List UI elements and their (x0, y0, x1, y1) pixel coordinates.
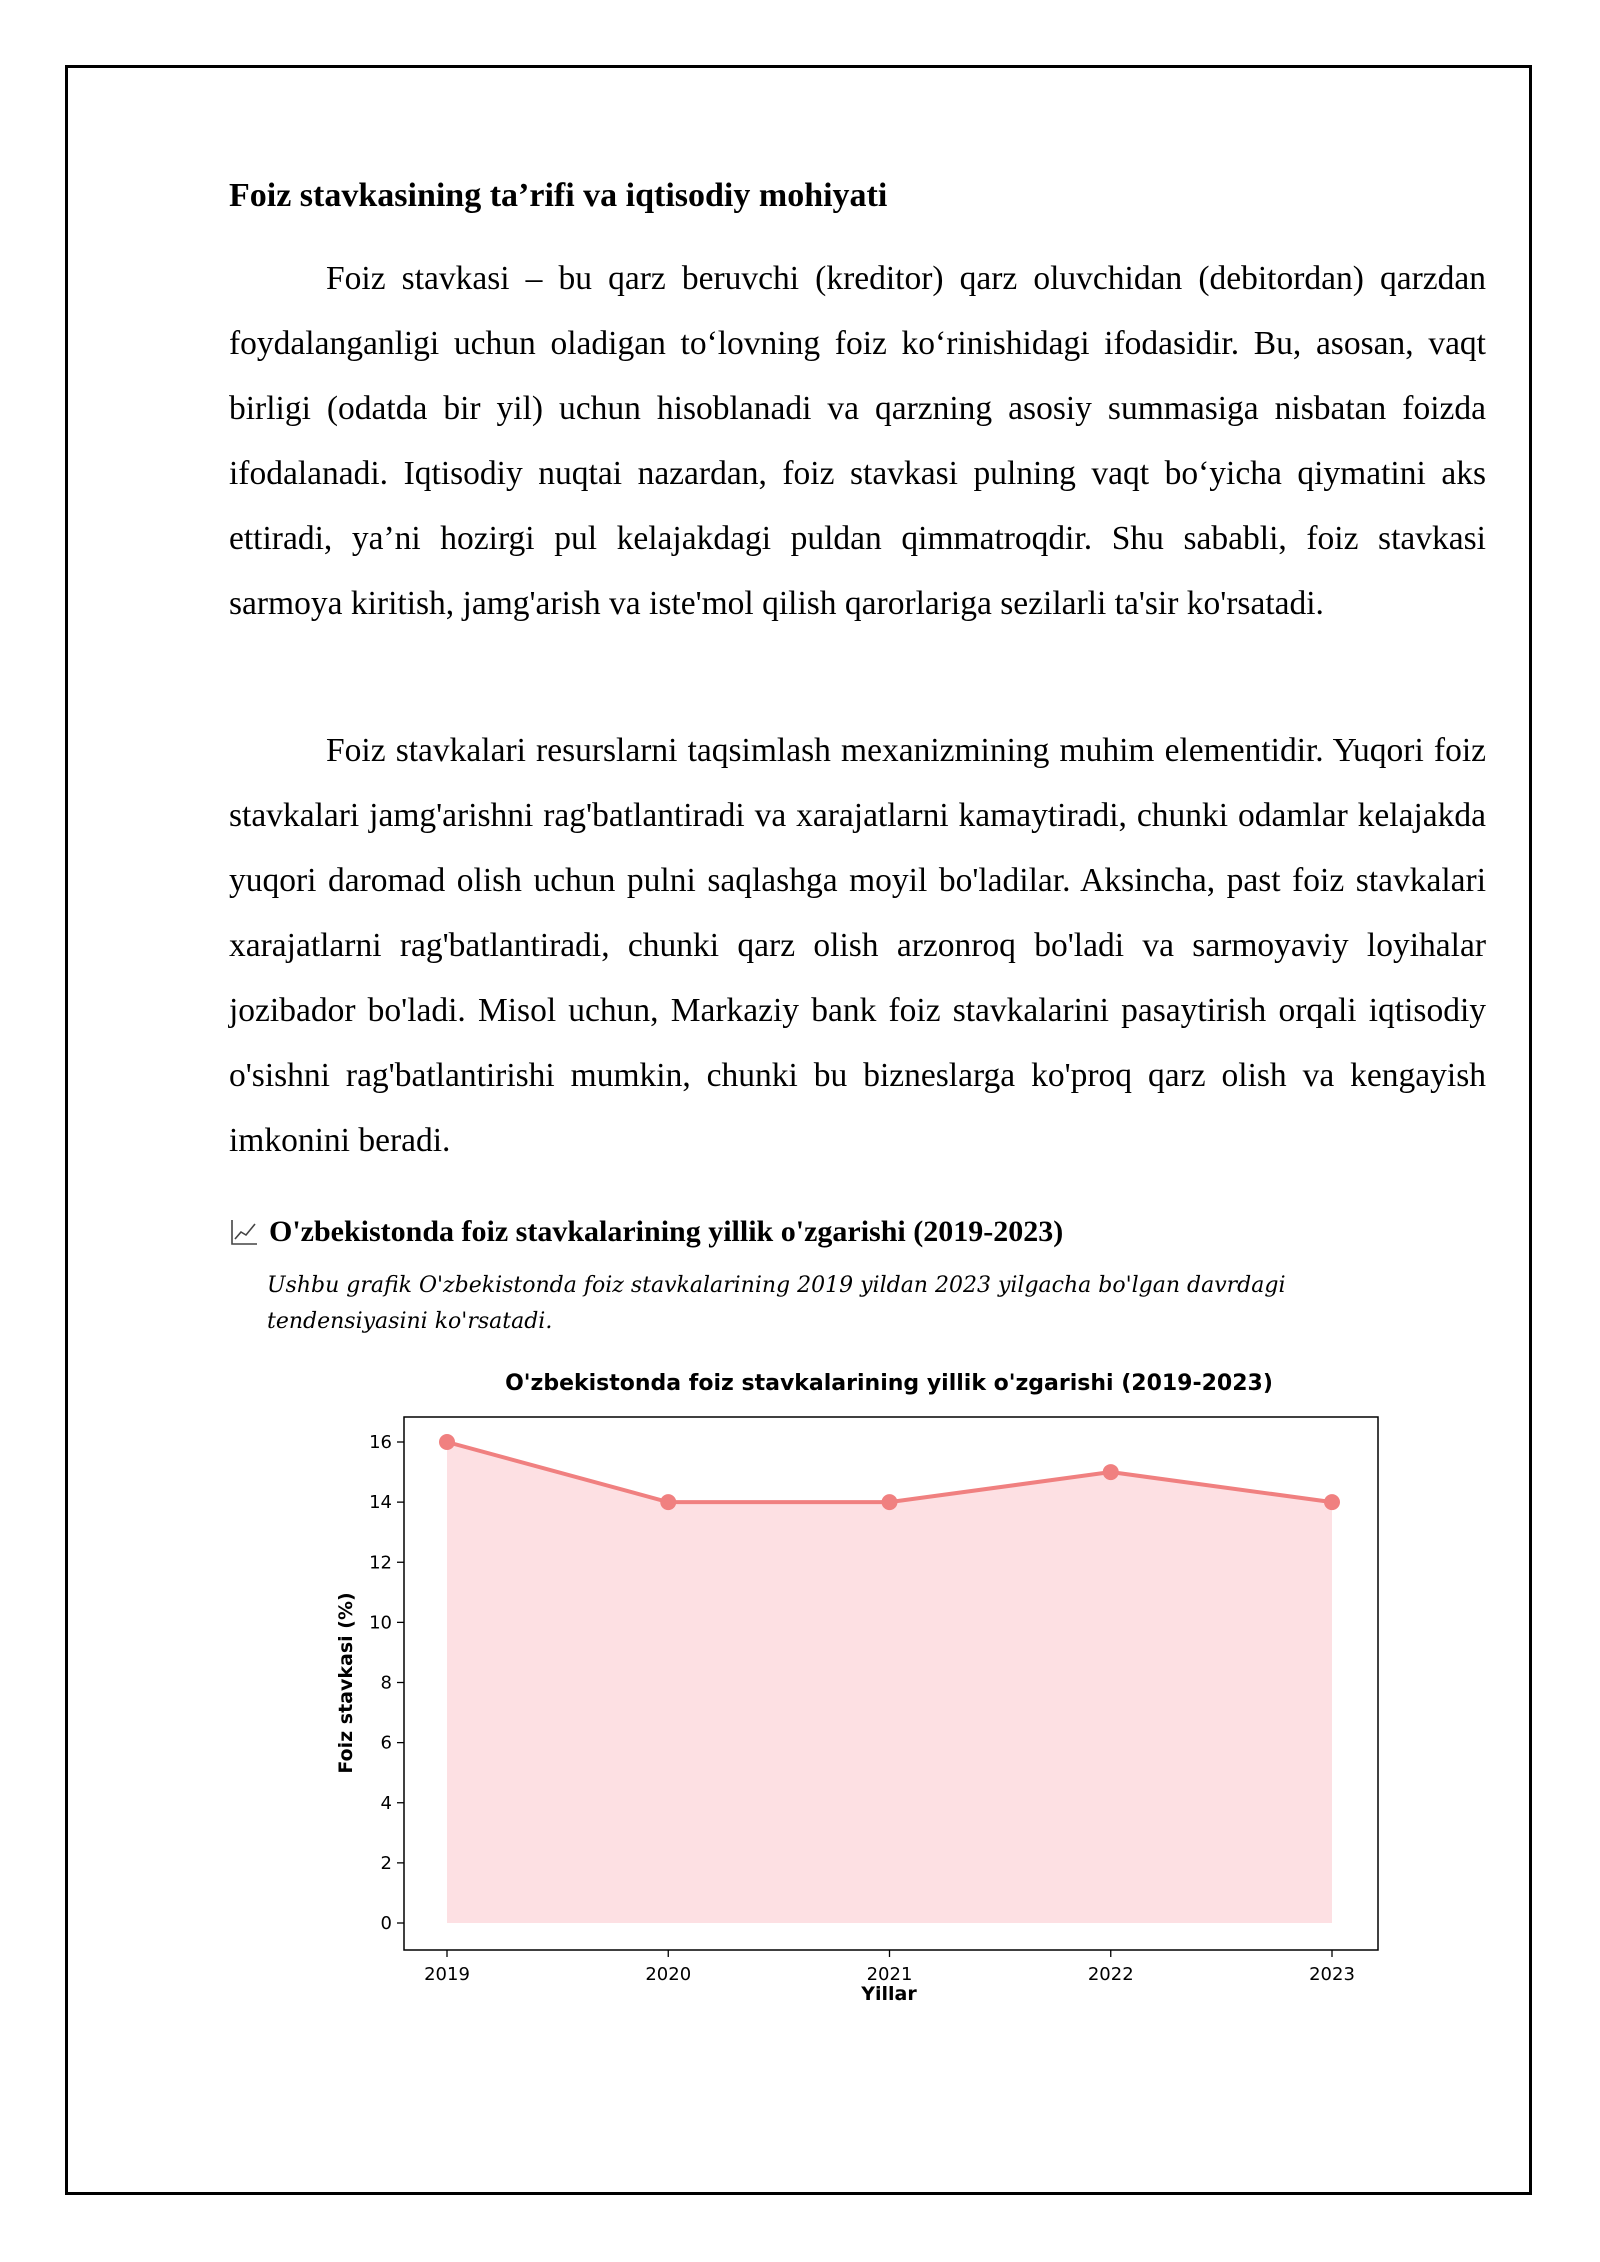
data-point (1103, 1464, 1119, 1480)
paragraph-1: Foiz stavkasi – bu qarz beruvchi (kreditor) qarz oluvchidan (debitordan) qarzdan foydalanganligi uchun oladigan to‘lovning foiz ko‘rinishidagi ifodasidir. Bu, asosan, vaqt birligi (odatda bir yil) uchun hisoblanadi va qarzning asosiy summasiga nisbatan foizda ifodalanadi. Iqtisodiy nuqtai nazardan, foiz stavkasi pulning vaqt bo‘yicha qiymatini aks ettiradi, ya’ni hozirgi pul kelajakdagi puldan qimmatroqdir. Shu sababli, foiz stavkasi sarmoya kiritish, jamg'arish va iste'mol qilish qarorlariga sezilarli ta'sir ko'rsatadi. (229, 260, 1486, 622)
chart-title: O'zbekistonda foiz stavkalarining yillik o'zgarishi (2019-2023) (505, 1371, 1273, 1396)
x-tick-label: 2021 (866, 1964, 913, 1985)
chart-section-heading (229, 1212, 1063, 1252)
y-tick-label: 4 (380, 1792, 392, 1814)
area-fill (447, 1442, 1332, 1923)
data-point (660, 1494, 676, 1510)
section-heading: Foiz stavkasining ta’rifi va iqtisodiy mohiyati (229, 177, 888, 214)
chart-caption: Ushbu grafik O'zbekistonda foiz stavkalarining 2019 yildan 2023 yilgacha bo'lgan davrdagi tendensiyasini ko'rsatadi. (267, 1273, 1286, 1334)
y-tick-label: 2 (380, 1852, 392, 1874)
chart (300, 1345, 1400, 2025)
chart-svg (300, 1345, 1400, 2025)
y-axis-label: Foiz stavkasi (%) (335, 1592, 357, 1774)
chart-section-title: O'zbekistonda foiz stavkalarining yillik o'zgarishi (2019-2023) (269, 1215, 1064, 1248)
y-tick-label: 14 (369, 1492, 392, 1514)
x-tick-label: 2020 (645, 1964, 692, 1985)
y-tick-label: 12 (369, 1552, 392, 1574)
paragraph-2: Foiz stavkalari resurslarni taqsimlash mexanizmining muhim elementidir. Yuqori foiz stavkalari jamg'arishni rag'batlantiradi va xarajatlarni kamaytiradi, chunki odamlar kelajakda yuqori daromad olish uchun pulni saqlashga moyil bo'ladilar. Aksincha, past foiz stavkalari xarajatlarni rag'batlantiradi, chunki qarz olish arzonroq bo'ladi va sarmoyaviy loyihalar jozibador bo'ladi. Misol uchun, Markaziy bank foiz stavkalarini pasaytirish orqali iqtisodiy o'sishni rag'batlantirishi mumkin, chunki bu bizneslarga ko'proq qarz olish va kengayish imkonini beradi. (229, 732, 1486, 1159)
y-tick-label: 16 (369, 1432, 392, 1453)
y-tick-label: 0 (380, 1913, 392, 1934)
y-tick-label: 10 (369, 1612, 392, 1634)
x-axis-ticks (424, 1950, 1355, 1985)
x-tick-label: 2019 (424, 1964, 470, 1985)
x-tick-label: 2022 (1087, 1964, 1134, 1985)
x-axis-label: Yillar (861, 1983, 917, 2005)
x-tick-label: 2023 (1309, 1964, 1355, 1985)
data-point (439, 1434, 455, 1450)
data-point (882, 1494, 898, 1510)
data-point (1324, 1494, 1340, 1510)
y-tick-label: 6 (380, 1732, 392, 1754)
y-axis-ticks (369, 1432, 404, 1934)
y-tick-label: 8 (380, 1672, 392, 1694)
chart-increasing-icon (229, 1217, 259, 1247)
